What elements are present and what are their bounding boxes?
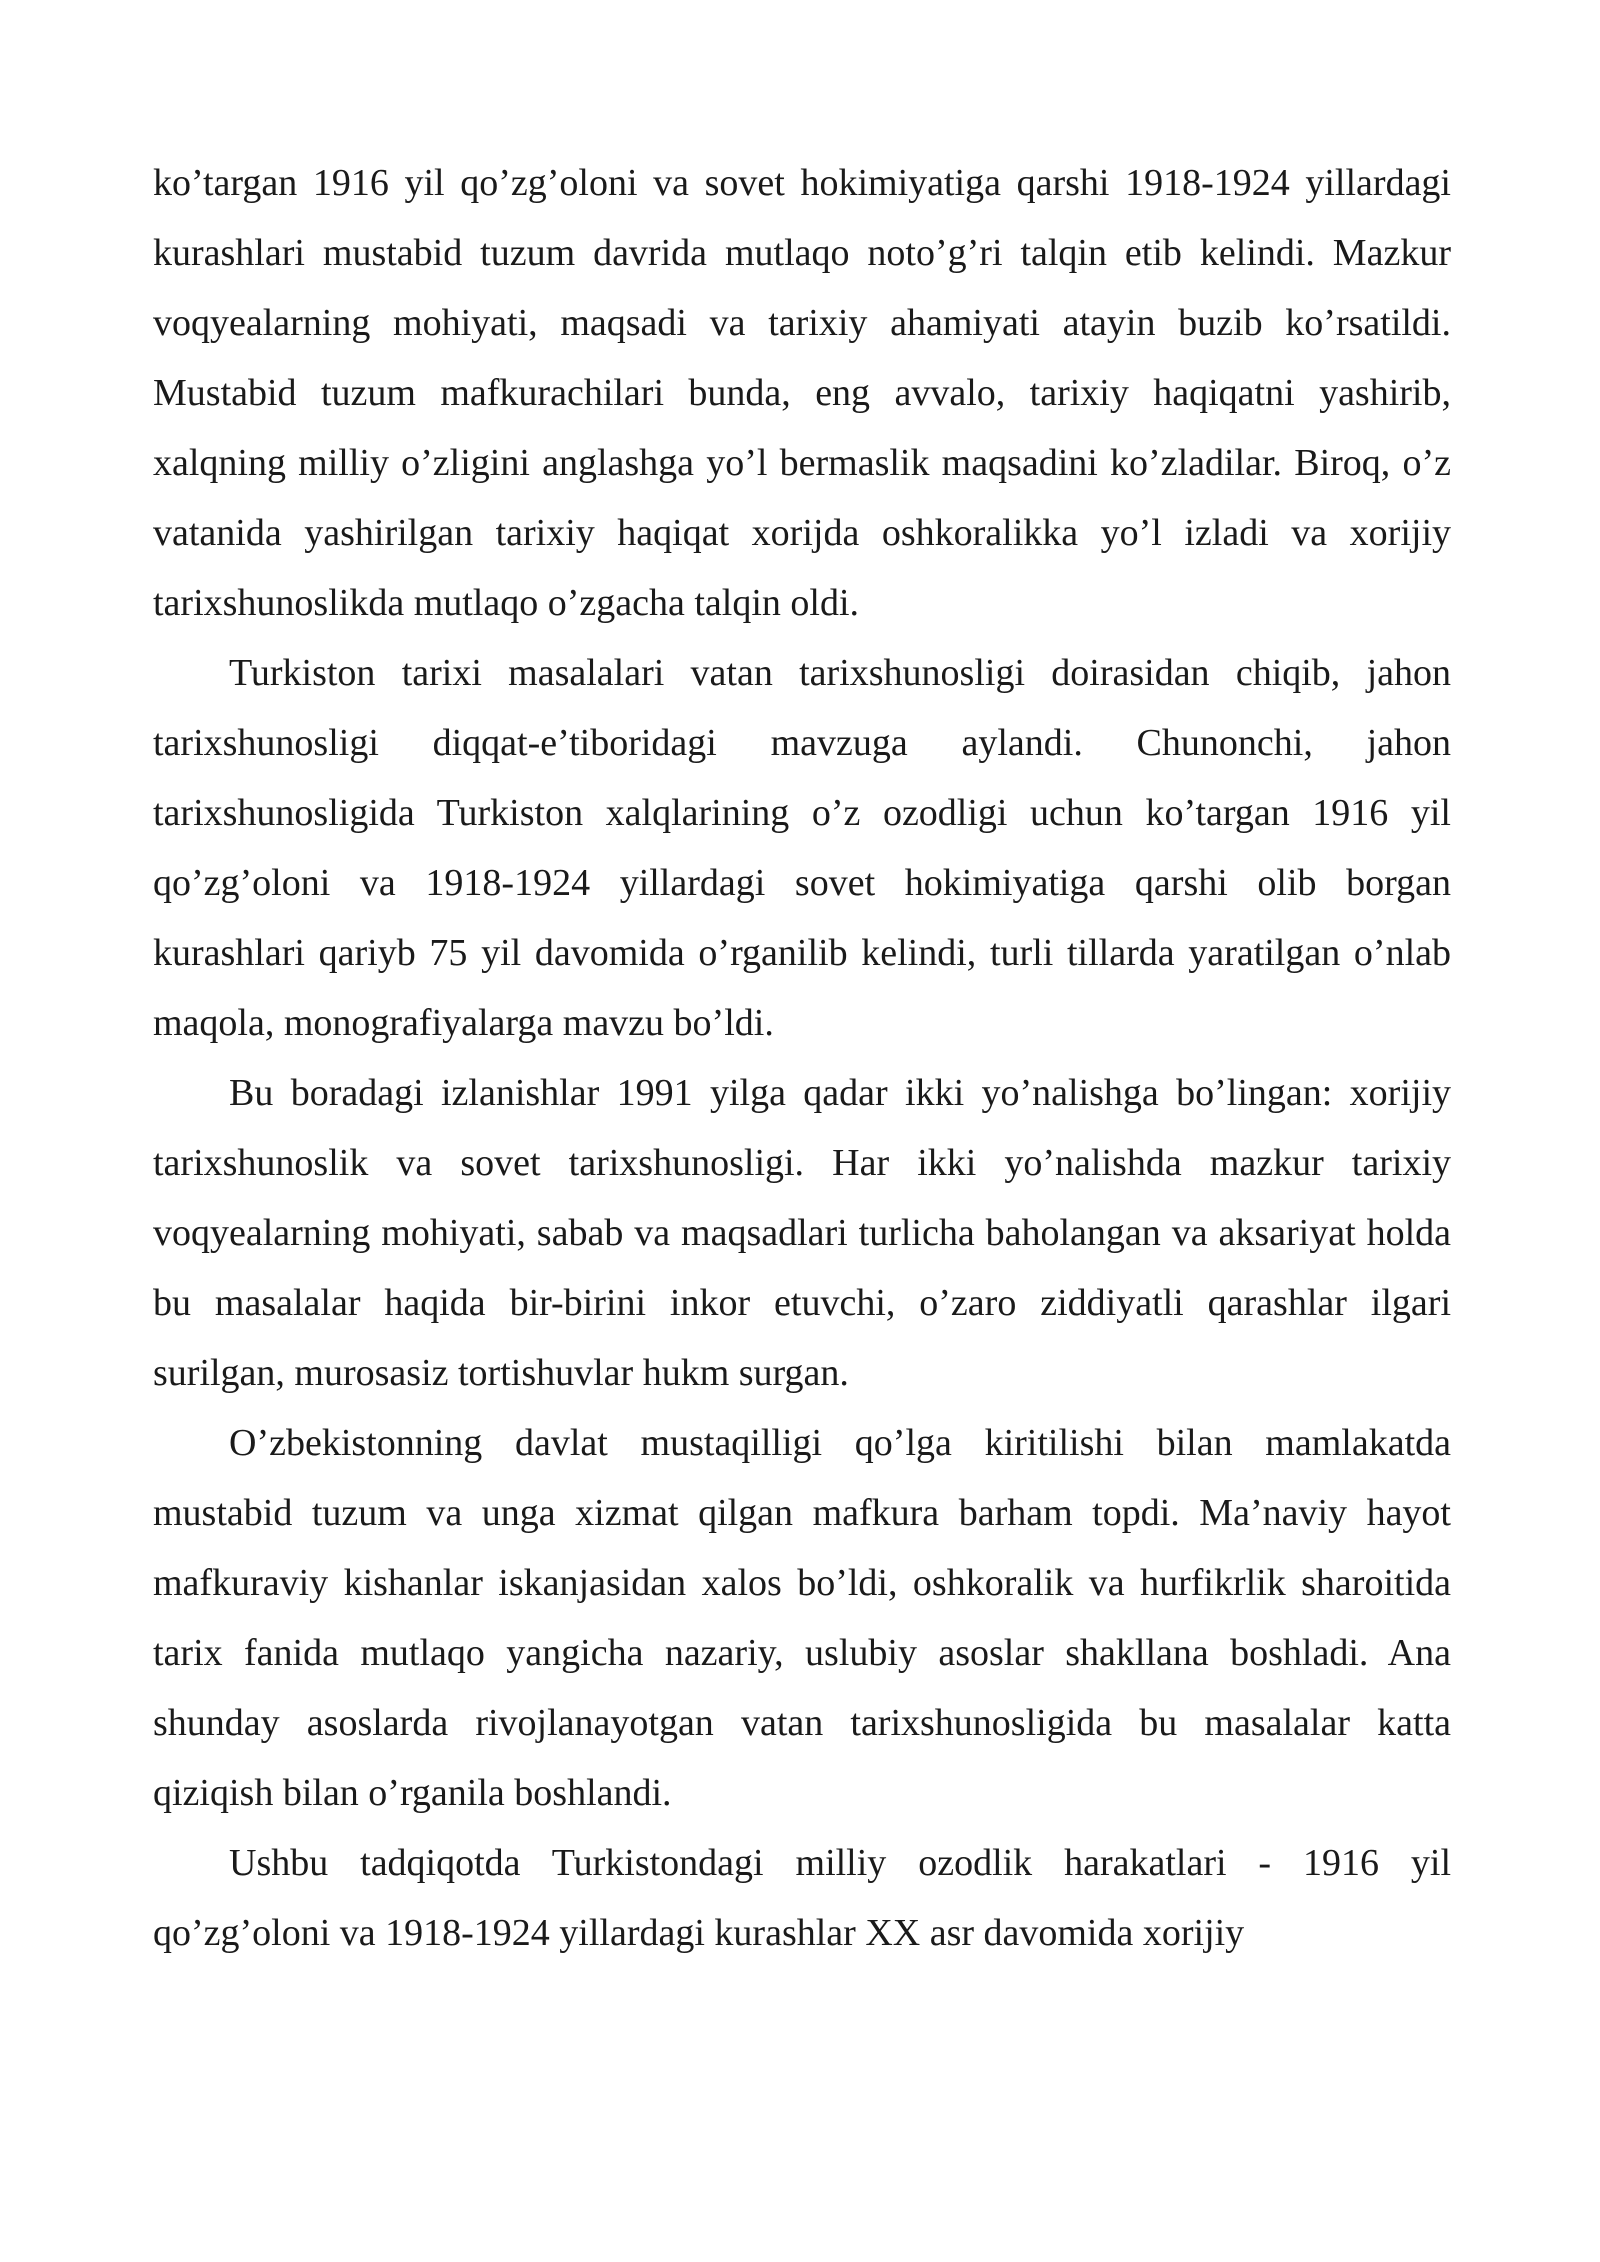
paragraph-5: Ushbu tadqiqotda Turkistondagi milliy ozodlik harakatlari - 1916 yil qo’zg’oloni va 1918-1924 yillardagi kurashlar XX asr davomida xorijiy <box>153 1842 1451 1954</box>
paragraph-4: O’zbekistonning davlat mustaqilligi qo’lga kiritilishi bilan mamlakatda mustabid tuzum va unga xizmat qilgan mafkura barham topdi. Ma’naviy hayot mafkuraviy kishanlar iskanjasidan xalos bo’ldi, oshkoralik va hurfikrlik sharoitida tarix fanida mutlaqo yangicha nazariy, uslubiy asoslar shakllana boshladi. Ana shunday asoslarda rivojlanayotgan vatan tarixshunosligida bu masalalar katta qiziqish bilan o’rganila boshlandi. <box>153 1422 1451 1814</box>
paragraph-2: Turkiston tarixi masalalari vatan tarixshunosligi doirasidan chiqib, jahon tarixshunosligi diqqat-e’tiboridagi mavzuga aylandi. Chunonchi, jahon tarixshunosligida Turkiston xalqlarining o’z ozodligi uchun ko’targan 1916 yil qo’zg’oloni va 1918-1924 yillardagi sovet hokimiyatiga qarshi olib borgan kurashlari qariyb 75 yil davomida o’rganilib kelindi, turli tillarda yaratilgan o’nlab maqola, monografiyalarga mavzu bo’ldi. <box>153 652 1451 1044</box>
body-text <box>153 148 1451 1968</box>
paragraph-1: ko’targan 1916 yil qo’zg’oloni va sovet hokimiyatiga qarshi 1918-1924 yillardagi kurashlari mustabid tuzum davrida mutlaqo noto’g’ri talqin etib kelindi. Mazkur voqyealarning mohiyati, maqsadi va tarixiy ahamiyati atayin buzib ko’rsatildi. Mustabid tuzum mafkurachilari bunda, eng avvalo, tarixiy haqiqatni yashirib, xalqning milliy o’zligini anglashga yo’l bermaslik maqsadini ko’zladilar. Biroq, o’z vatanida yashirilgan tarixiy haqiqat xorijda oshkoralikka yo’l izladi va xorijiy tarixshunoslikda mutlaqo o’zgacha talqin oldi. <box>153 162 1451 624</box>
paragraph-3: Bu boradagi izlanishlar 1991 yilga qadar ikki yo’nalishga bo’lingan: xorijiy tarixshunoslik va sovet tarixshunosligi. Har ikki yo’nalishda mazkur tarixiy voqyealarning mohiyati, sabab va maqsadlari turlicha baholangan va aksariyat holda bu masalalar haqida bir-birini inkor etuvchi, o’zaro ziddiyatli qarashlar ilgari surilgan, murosasiz tortishuvlar hukm surgan. <box>153 1072 1451 1394</box>
